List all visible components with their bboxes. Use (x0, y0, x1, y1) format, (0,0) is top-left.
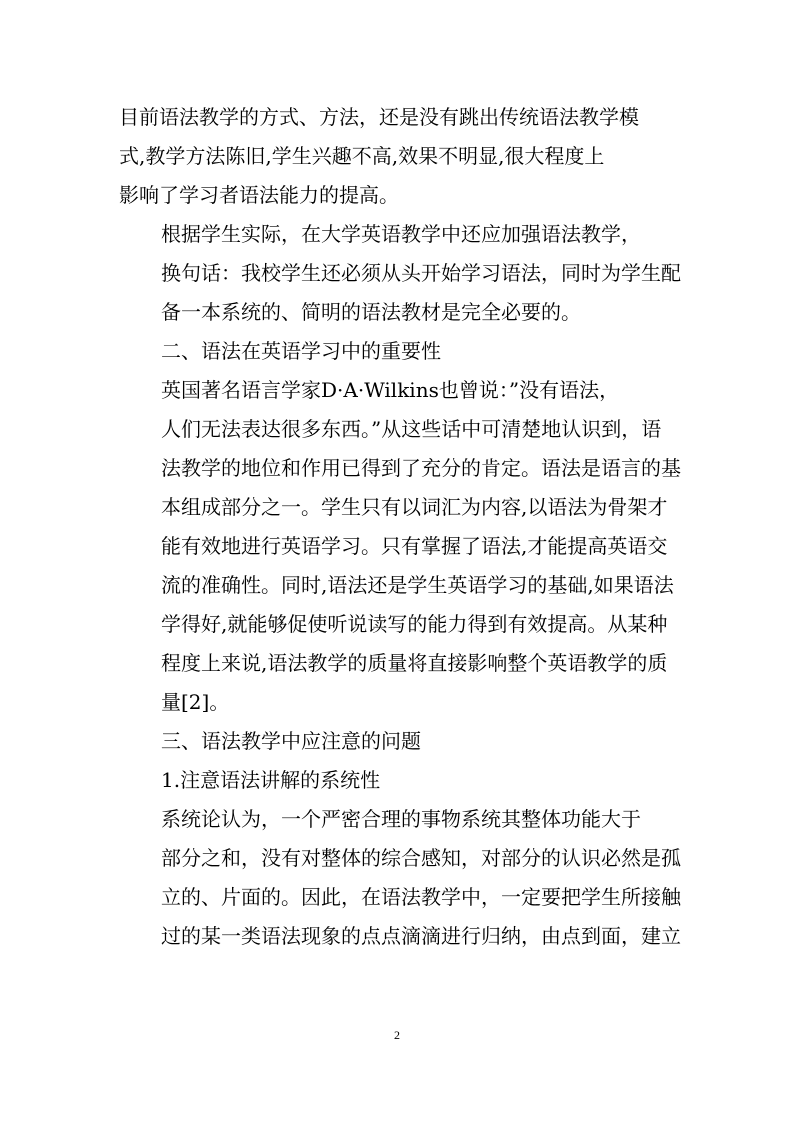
text-line: 三、语法教学中应注意的问题 (161, 729, 421, 753)
text-line: 目前语法教学的方式、方法，还是没有跳出传统语法教学模 (119, 105, 639, 129)
text-line: 备一本系统的、简明的语法教材是完全必要的。 (161, 300, 581, 324)
document-body (119, 98, 681, 956)
text-line: 换句话：我校学生还必须从头开始学习语法，同时为学生配 (161, 261, 681, 285)
paragraph (119, 215, 681, 332)
text-line: 程度上来说,语法教学的质量将直接影响整个英语教学的质 (161, 651, 668, 675)
text-line: 影响了学习者语法能力的提高。 (119, 183, 399, 207)
text-line: 学得好,就能够促使听说读写的能力得到有效提高。从某种 (161, 612, 668, 636)
text-line: 1.注意语法讲解的系统性 (161, 768, 381, 792)
text-line: 流的准确性。同时,语法还是学生英语学习的基础,如果语法 (161, 573, 674, 597)
text-line: 过的某一类语法现象的点点滴滴进行归纳，由点到面，建立 (161, 924, 681, 948)
text-line: 英国著名语言学家D·A·Wilkins也曾说：”没有语法， (161, 378, 620, 402)
paragraph (119, 761, 675, 800)
text-line: 部分之和，没有对整体的综合感知，对部分的认识必然是孤 (161, 846, 681, 870)
paragraph (119, 371, 681, 722)
text-line: 能有效地进行英语学习。只有掌握了语法,才能提高英语交 (161, 534, 668, 558)
text-line: 人们无法表达很多东西。”从这些话中可清楚地认识到，语 (161, 417, 662, 441)
page-number: 2 (394, 1028, 400, 1042)
paragraph (119, 722, 675, 761)
text-line: 二、语法在英语学习中的重要性 (161, 339, 441, 363)
paragraph (119, 98, 675, 215)
paragraph (119, 332, 675, 371)
text-line: 系统论认为，一个严密合理的事物系统其整体功能大于 (161, 807, 641, 831)
text-line: 本组成部分之一。学生只有以词汇为内容,以语法为骨架才 (161, 495, 668, 519)
paragraph (119, 800, 681, 956)
text-line: 根据学生实际，在大学英语教学中还应加强语法教学， (161, 222, 641, 246)
text-line: 立的、片面的。因此，在语法教学中，一定要把学生所接触 (161, 885, 681, 909)
text-line: 法教学的地位和作用已得到了充分的肯定。语法是语言的基 (161, 456, 681, 480)
text-line: 量[2]。 (161, 690, 230, 714)
text-line: 式,教学方法陈旧,学生兴趣不高,效果不明显,很大程度上 (119, 144, 605, 168)
